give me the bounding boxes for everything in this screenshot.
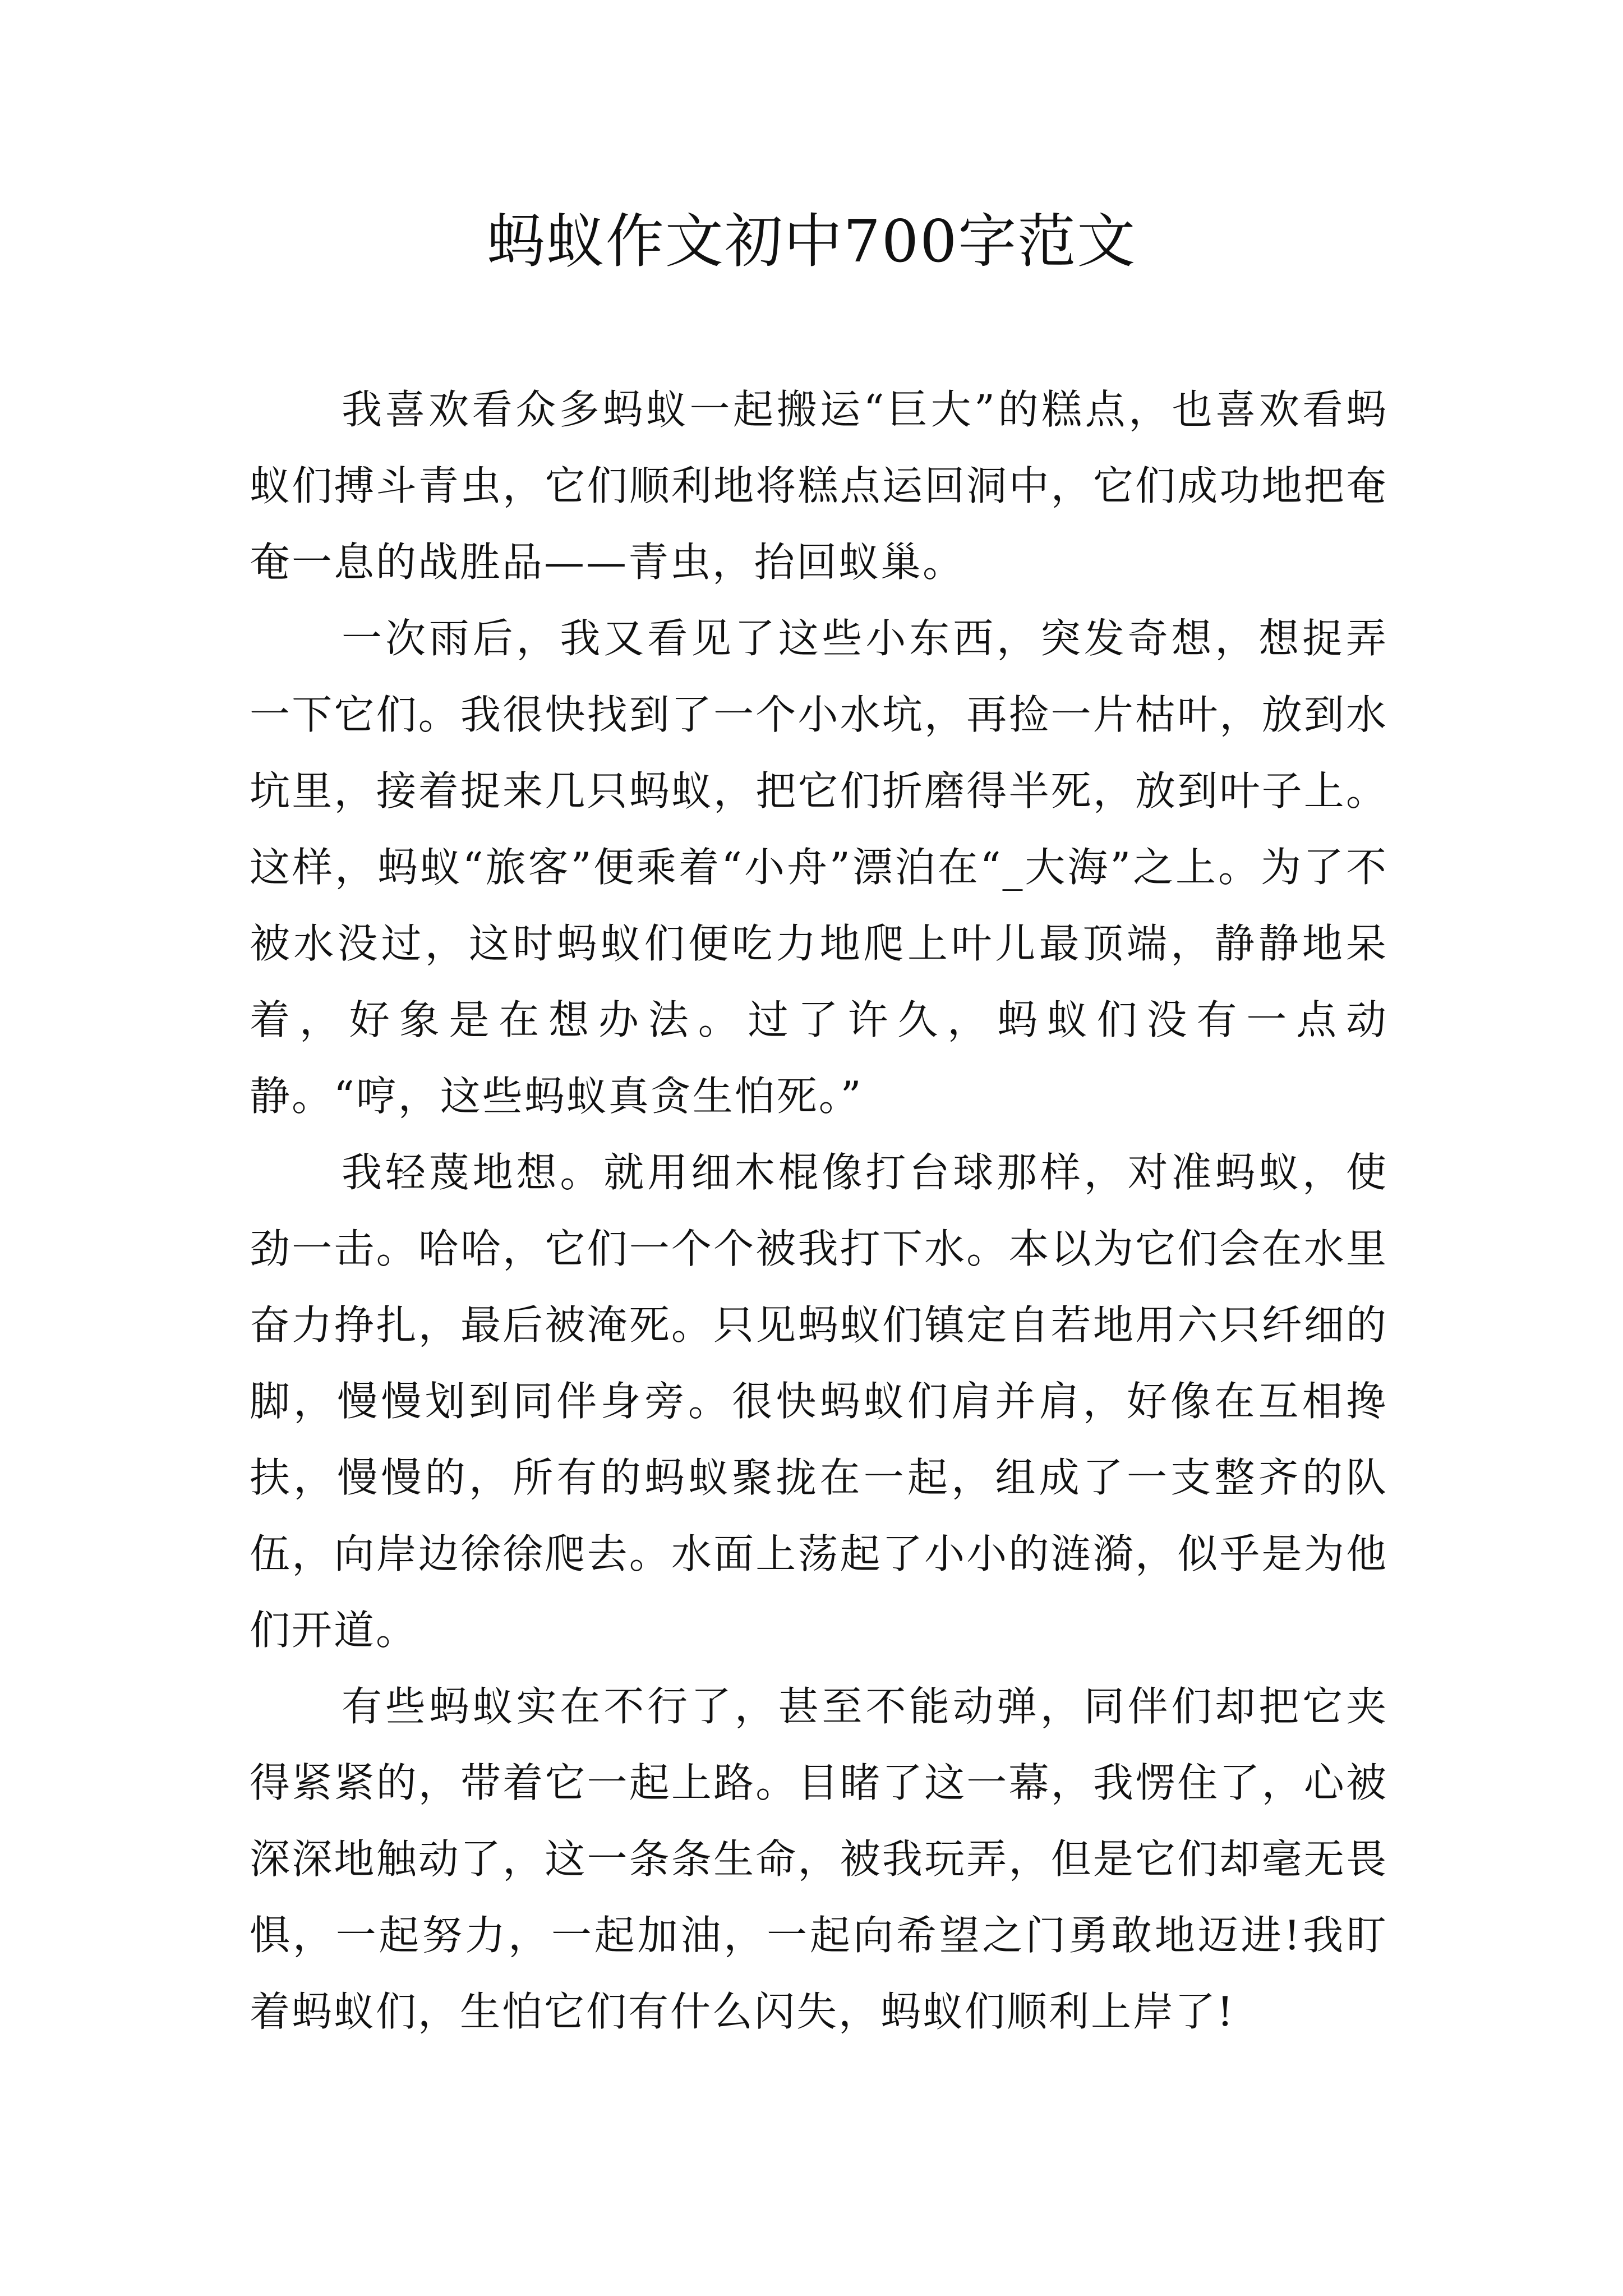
document-body <box>250 371 1388 2050</box>
paragraph-4: 有些蚂蚁实在不行了，甚至不能动弹，同伴们却把它夹得紧紧的，带着它一起上路。目睹了这一幕，我愣住了，心被深深地触动了，这一条条生命，被我玩弄，但是它们却毫无畏惧，一起努力，一起加油，一起向希望之门勇敢地迈进!我盯着蚂蚁们，生怕它们有什么闪失，蚂蚁们顺利上岸了! <box>250 1683 1388 2035</box>
document-title: 蚂蚁作文初中700字范文 <box>486 207 1137 275</box>
paragraph-3: 我轻蔑地想。就用细木棍像打台球那样，对准蚂蚁，使劲一击。哈哈，它们一个个被我打下水。本以为它们会在水里奋力挣扎，最后被淹死。只见蚂蚁们镇定自若地用六只纤细的脚，慢慢划到同伴身旁。很快蚂蚁们肩并肩，好像在互相搀扶，慢慢的，所有的蚂蚁聚拢在一起，组成了一支整齐的队伍，向岸边徐徐爬去。水面上荡起了小小的涟漪，似乎是为他们开道。 <box>250 1149 1388 1654</box>
paragraph-2: 一次雨后，我又看见了这些小东西，突发奇想，想捉弄一下它们。我很快找到了一个小水坑，再捡一片枯叶，放到水坑里，接着捉来几只蚂蚁，把它们折磨得半死，放到叶子上。这样，蚂蚁“旅客”便乘着“小舟”漂泊在“_大海”之上。为了不被水没过，这时蚂蚁们便吃力地爬上叶儿最顶端，静静地呆着，好象是在想办法。过了许久，蚂蚁们没有一点动静。“哼，这些蚂蚁真贪生怕死。” <box>250 615 1388 1120</box>
paragraph-1: 我喜欢看众多蚂蚁一起搬运“巨大”的糕点，也喜欢看蚂蚁们搏斗青虫，它们顺利地将糕点运回洞中，它们成功地把奄奄一息的战胜品——青虫，抬回蚁巢。 <box>250 386 1388 586</box>
